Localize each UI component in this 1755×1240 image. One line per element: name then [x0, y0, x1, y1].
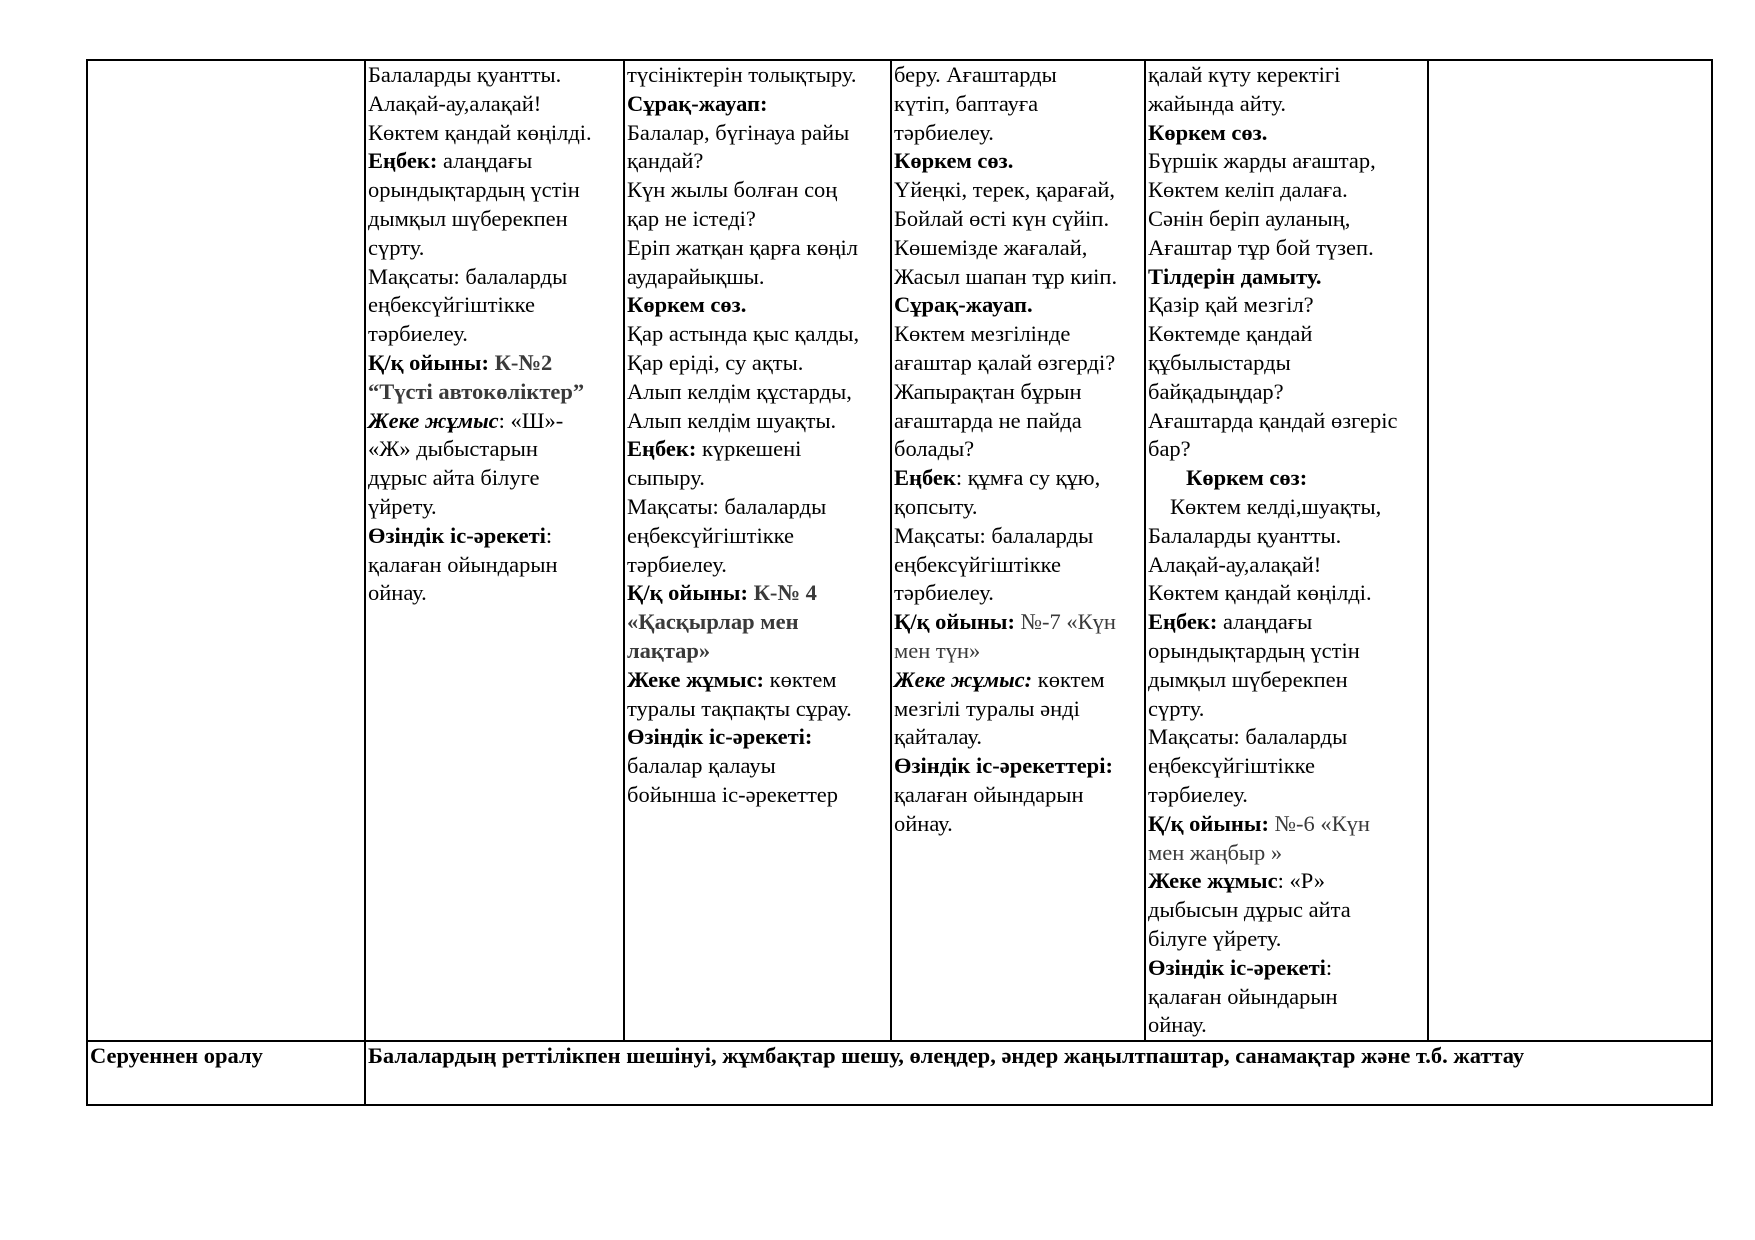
text-line — [1148, 320, 1427, 349]
text-segment: балалар қалауы — [627, 753, 776, 779]
text-line — [627, 493, 890, 522]
text-segment: орындықтардың үстін — [1148, 637, 1360, 663]
text-line — [894, 234, 1144, 263]
text-line — [894, 781, 1144, 810]
text-line — [627, 320, 890, 349]
text-line — [1148, 349, 1427, 378]
text-line — [1148, 205, 1427, 234]
text-line — [1148, 90, 1427, 119]
text-segment: Жапырақтан бұрын — [894, 378, 1082, 404]
return-description: Балалардың реттілікпен шешінуі, жұмбақтар шешу, өлеңдер, әндер жаңылтпаштар, санамақтар және т.б. жаттау — [365, 1041, 1712, 1105]
day-column-5 — [1428, 60, 1712, 1041]
text-line — [627, 378, 890, 407]
text-line — [627, 234, 890, 263]
text-segment: мезгілі туралы әнді — [894, 695, 1080, 721]
text-segment: Жасыл шапан тұр киіп. — [894, 263, 1118, 289]
text-line — [1148, 493, 1427, 522]
text-line — [368, 90, 623, 119]
text-line — [894, 349, 1144, 378]
text-segment: мен түн» — [894, 637, 981, 663]
text-line — [1148, 464, 1427, 493]
text-segment: К-№2 — [494, 349, 553, 375]
text-segment: Балаларды қуантты. — [1148, 522, 1342, 548]
text-segment: : құмға су құю, — [955, 465, 1101, 491]
text-segment: Сұрақ-жауап: — [627, 90, 768, 116]
text-line — [894, 61, 1144, 90]
text-line — [368, 407, 623, 436]
text-line — [627, 61, 890, 90]
text-line — [1148, 608, 1427, 637]
text-segment: ағаштар қалай өзгерді? — [894, 349, 1116, 375]
text-line — [1148, 378, 1427, 407]
text-segment: Көктем қандай көңілді. — [1148, 580, 1372, 606]
text-segment: лақтар» — [627, 637, 711, 663]
text-line — [1148, 896, 1427, 925]
text-segment: Үйеңкі, терек, қарағай, — [894, 177, 1116, 203]
text-line — [627, 205, 890, 234]
text-segment: бар? — [1148, 436, 1191, 462]
text-segment: Көркем сөз. — [894, 148, 1014, 174]
text-segment: Алып келдім шуақты. — [627, 407, 837, 433]
text-segment: Ағаштарда қандай өзгеріс — [1148, 407, 1398, 433]
text-segment: Күн жылы болған соң — [627, 177, 838, 203]
text-segment: тәрбиелеу. — [368, 321, 468, 347]
text-segment: Бүршік жарды ағаштар, — [1148, 148, 1376, 174]
text-segment: : «Р» — [1277, 868, 1326, 894]
text-segment: Еңбек: — [1148, 609, 1218, 635]
text-line — [368, 493, 623, 522]
text-segment: Көктем қандай көңілді. — [368, 119, 592, 145]
text-line — [1148, 551, 1427, 580]
text-segment: алаңдағы — [437, 148, 533, 174]
text-segment: Көркем сөз. — [627, 292, 747, 318]
return-label: Серуеннен оралу — [87, 1041, 365, 1105]
text-segment: дыбысын дұрыс айта — [1148, 897, 1351, 923]
text-segment: Өзіндік іс-әрекеті: — [627, 724, 813, 750]
text-line — [627, 781, 890, 810]
text-line — [1148, 752, 1427, 781]
text-segment: қопсыту. — [894, 493, 978, 519]
text-line — [1148, 637, 1427, 666]
text-segment: қандай? — [627, 148, 704, 174]
text-line — [894, 608, 1144, 637]
text-segment: білуге үйрету. — [1148, 925, 1282, 951]
text-line — [627, 263, 890, 292]
text-segment: Қ/қ ойыны: — [894, 609, 1021, 635]
text-segment: қалаған ойындарын — [1148, 983, 1338, 1009]
text-segment: тәрбиелеу. — [1148, 781, 1248, 807]
text-line — [368, 147, 623, 176]
text-line — [894, 119, 1144, 148]
text-line — [627, 407, 890, 436]
text-segment: “Түсті автокөліктер” — [368, 378, 585, 404]
text-segment: Ағаштар тұр бой түзеп. — [1148, 234, 1374, 260]
text-line — [1148, 147, 1427, 176]
text-segment: Жеке жұмыс: — [894, 666, 1033, 692]
text-line — [894, 147, 1144, 176]
text-line — [368, 320, 623, 349]
text-line — [368, 291, 623, 320]
text-line — [894, 493, 1144, 522]
text-line — [1148, 176, 1427, 205]
text-segment: : — [1325, 954, 1333, 980]
text-line — [627, 147, 890, 176]
activity-row — [87, 60, 1712, 1041]
text-segment: Алақай-ау,алақай! — [368, 90, 542, 116]
text-segment: Көркем сөз. — [1148, 119, 1268, 145]
text-segment: Тілдерін дамыту. — [1148, 263, 1322, 289]
text-segment: жайында айту. — [1148, 90, 1286, 116]
text-segment: Сәнін беріп ауланың, — [1148, 205, 1351, 231]
text-line — [627, 551, 890, 580]
text-segment: тәрбиелеу. — [627, 551, 727, 577]
text-line — [1148, 695, 1427, 724]
text-segment: беру. Ағаштарды — [894, 62, 1057, 87]
text-segment: Жеке жұмыс: — [627, 666, 765, 692]
text-line — [1148, 579, 1427, 608]
text-segment: Көктем мезгілінде — [894, 321, 1071, 347]
text-line — [1148, 291, 1427, 320]
text-line — [1148, 119, 1427, 148]
text-segment: дымқыл шүберекпен — [1148, 666, 1348, 692]
text-line — [627, 752, 890, 781]
text-line — [368, 234, 623, 263]
text-line — [1148, 263, 1427, 292]
text-segment: байқадыңдар? — [1148, 378, 1284, 404]
text-line — [1148, 407, 1427, 436]
text-segment: Балаларды қуантты. — [368, 62, 562, 87]
text-segment: ағаштарда не пайда — [894, 407, 1082, 433]
text-line — [894, 695, 1144, 724]
text-segment: ойнау. — [1148, 1012, 1207, 1038]
text-line — [368, 522, 623, 551]
text-line — [894, 407, 1144, 436]
text-line — [1148, 1011, 1427, 1040]
text-segment: қалаған ойындарын — [894, 781, 1084, 807]
text-segment: Мақсаты: балаларды — [894, 522, 1094, 548]
text-line — [368, 435, 623, 464]
text-segment: Көшемізде жағалай, — [894, 234, 1088, 260]
text-segment: Мақсаты: балаларды — [368, 263, 568, 289]
text-segment: алаңдағы — [1217, 609, 1313, 635]
text-line — [1148, 867, 1427, 896]
text-line — [1148, 435, 1427, 464]
text-segment: Мақсаты: балаларды — [627, 493, 827, 519]
text-segment: сүрту. — [1148, 695, 1205, 721]
text-segment: көктем — [764, 666, 837, 692]
text-segment: тәрбиелеу. — [894, 580, 994, 606]
text-segment: Сұрақ-жауап. — [894, 292, 1033, 318]
text-segment: болады? — [894, 436, 975, 462]
text-line — [894, 205, 1144, 234]
text-line — [627, 464, 890, 493]
text-segment: Балалар, бүгінауа райы — [627, 119, 850, 145]
text-segment: №-6 «Күн — [1274, 810, 1370, 836]
text-segment: туралы тақпақты сұрау. — [627, 695, 852, 721]
text-segment: қалай күту керектігі — [1148, 62, 1341, 87]
text-segment: Бойлай өсті күн сүйіп. — [894, 205, 1110, 231]
text-line — [894, 176, 1144, 205]
text-line — [627, 579, 890, 608]
text-line — [894, 579, 1144, 608]
text-segment: : — [545, 522, 553, 548]
text-line — [894, 637, 1144, 666]
text-line — [627, 90, 890, 119]
text-line — [627, 176, 890, 205]
text-line — [627, 435, 890, 464]
day-column-4 — [1145, 60, 1428, 1041]
text-segment: ойнау. — [894, 810, 953, 836]
text-line — [368, 551, 623, 580]
text-line — [1148, 810, 1427, 839]
text-segment: қайталау. — [894, 724, 982, 750]
text-segment: күтіп, баптауға — [894, 90, 1039, 116]
text-segment: Еңбек — [894, 465, 956, 491]
text-line — [627, 723, 890, 752]
text-segment: Жеке жұмыс — [1148, 868, 1278, 894]
text-line — [894, 464, 1144, 493]
text-line — [894, 263, 1144, 292]
text-segment: орындықтардың үстін — [368, 177, 580, 203]
text-line — [894, 522, 1144, 551]
text-segment: бойынша іс-әрекеттер — [627, 781, 839, 807]
text-segment: күркешені — [696, 436, 802, 462]
text-line — [627, 349, 890, 378]
text-segment: Еңбек: — [627, 436, 697, 462]
text-segment: сүрту. — [368, 234, 425, 260]
text-line — [894, 435, 1144, 464]
text-segment: Өзіндік іс-әрекеттері: — [894, 753, 1113, 779]
text-segment: сыпыру. — [627, 465, 705, 491]
text-line — [627, 608, 890, 637]
text-segment: Мақсаты: балаларды — [1148, 724, 1348, 750]
text-segment: Көктем келді,шуақты, — [1170, 493, 1382, 519]
text-line — [1148, 954, 1427, 983]
text-segment: Жеке жұмыс — [368, 407, 499, 433]
text-line — [894, 320, 1144, 349]
text-segment: Қ/қ ойыны: — [627, 580, 754, 606]
text-line — [368, 61, 623, 90]
text-line — [894, 810, 1144, 839]
text-line — [368, 464, 623, 493]
text-segment: К-№ 4 — [753, 580, 817, 606]
text-segment: қалаған ойындарын — [368, 551, 558, 577]
text-segment: Көктем келіп далаға. — [1148, 177, 1348, 203]
text-segment: Алақай-ау,алақай! — [1148, 551, 1322, 577]
text-segment: Қар астында қыс қалды, — [627, 321, 860, 347]
text-line — [1148, 234, 1427, 263]
text-segment: тәрбиелеу. — [894, 119, 994, 145]
text-segment: құбылыстарды — [1148, 349, 1291, 375]
text-line — [368, 349, 623, 378]
text-segment: : «Ш»- — [498, 407, 564, 433]
text-segment: еңбексүйгіштікке — [894, 551, 1061, 577]
text-line — [627, 119, 890, 148]
text-line — [627, 291, 890, 320]
text-line — [627, 522, 890, 551]
text-segment: Өзіндік іс-әрекеті — [368, 522, 546, 548]
text-line — [368, 205, 623, 234]
text-segment: Қазір қай мезгіл? — [1148, 292, 1314, 318]
text-segment: Көркем сөз: — [1186, 465, 1308, 491]
text-segment: қар не істеді? — [627, 205, 756, 231]
text-segment: №-7 «Күн — [1020, 609, 1116, 635]
text-segment: ойнау. — [368, 580, 427, 606]
text-line — [1148, 781, 1427, 810]
text-line — [894, 378, 1144, 407]
row-label-cell — [87, 60, 365, 1041]
text-line — [1148, 666, 1427, 695]
text-line — [894, 752, 1144, 781]
text-line — [368, 263, 623, 292]
text-line — [627, 695, 890, 724]
text-line — [894, 291, 1144, 320]
return-row — [87, 1041, 1712, 1105]
text-line — [894, 666, 1144, 695]
text-segment: дұрыс айта білуге — [368, 465, 540, 491]
text-segment: үйрету. — [368, 493, 437, 519]
day-column-3 — [891, 60, 1145, 1041]
text-segment: көктем — [1032, 666, 1105, 692]
text-line — [627, 637, 890, 666]
text-segment: Қ/қ ойыны: — [368, 349, 495, 375]
text-segment: мен жаңбыр » — [1148, 839, 1283, 865]
text-segment: аударайықшы. — [627, 263, 765, 289]
text-segment: еңбексүйгіштікке — [368, 292, 535, 318]
text-line — [894, 90, 1144, 119]
text-segment: түсініктерін толықтыру. — [627, 62, 857, 87]
text-line — [1148, 522, 1427, 551]
plan-table — [86, 59, 1713, 1106]
text-line — [1148, 983, 1427, 1012]
text-segment: Еңбек: — [368, 148, 438, 174]
text-segment: Қ/қ ойыны: — [1148, 810, 1275, 836]
text-line — [627, 666, 890, 695]
text-line — [1148, 723, 1427, 752]
text-segment: дымқыл шүберекпен — [368, 205, 568, 231]
day-column-1 — [365, 60, 624, 1041]
text-line — [1148, 925, 1427, 954]
text-segment: еңбексүйгіштікке — [1148, 753, 1315, 779]
day-column-2 — [624, 60, 891, 1041]
text-line — [894, 551, 1144, 580]
text-line — [1148, 839, 1427, 868]
text-line — [1148, 61, 1427, 90]
text-segment: еңбексүйгіштікке — [627, 522, 794, 548]
text-segment: Өзіндік іс-әрекеті — [1148, 954, 1326, 980]
text-line — [368, 378, 623, 407]
text-line — [894, 723, 1144, 752]
text-segment: Еріп жатқан қарға көңіл — [627, 234, 858, 260]
text-segment: «Ж» дыбыстарын — [368, 436, 538, 462]
text-segment: Қар еріді, су ақты. — [627, 349, 804, 375]
text-segment: «Қасқырлар мен — [627, 609, 799, 635]
text-segment: Көктемде қандай — [1148, 321, 1313, 347]
text-line — [368, 119, 623, 148]
text-line — [368, 579, 623, 608]
text-line — [368, 176, 623, 205]
text-segment: Алып келдім құстарды, — [627, 378, 852, 404]
